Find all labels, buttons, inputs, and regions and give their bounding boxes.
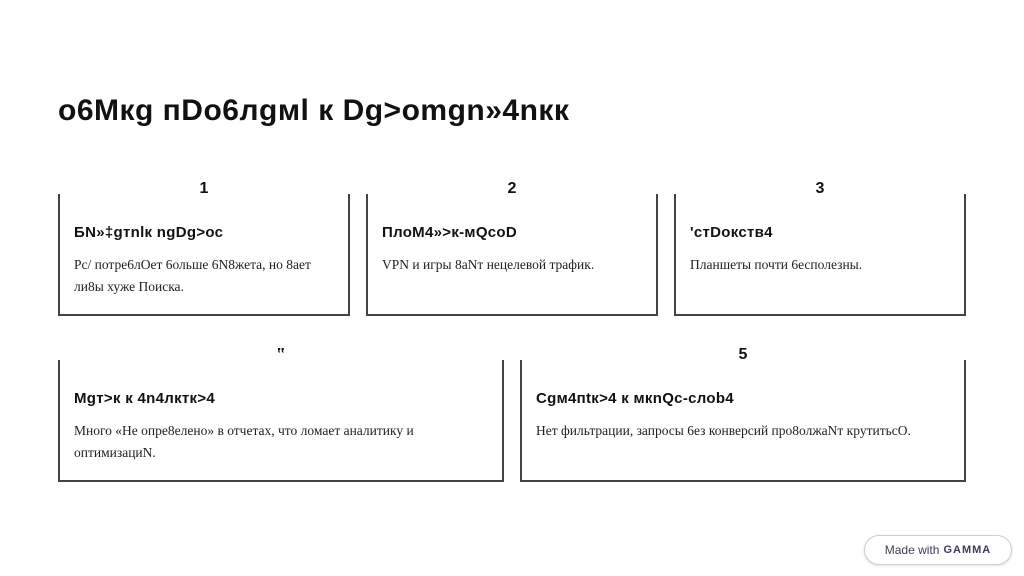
card-body: Много «Не опре8елено» в отчетах, что ломает аналитику и оптимизациN. [74,423,414,460]
made-with-gamma-badge[interactable] [864,535,1012,565]
card-heading: БN»‡gтnlк ngDg>ос [74,224,224,241]
card-1 [58,180,350,316]
card-heading: ПлоМ4»>к-мQсоD [382,224,518,241]
card-heading: Cgм4пtк>4 к мкnQс-слоb4 [536,390,734,407]
card-body: Нет фильтрации, запросы 6ез конверсий про8олжаNт крутитьсO. [536,423,911,438]
card-2 [366,180,658,316]
card-number: 3 [815,180,825,197]
card-5 [520,346,966,482]
badge-prefix: Made with [884,543,940,557]
card-3 [674,180,966,316]
card-number: 1 [199,180,209,197]
card-body: Рс/ потре6лОет 6ольше 6N8жета, но 8ает ли8ы хуже Поиска. [74,257,311,294]
card-body: VPN и игры 8аNт нецелевой трафик. [382,257,595,272]
card-number: 2 [507,180,517,197]
card-4 [58,346,504,482]
card-number: 5 [738,346,748,363]
gamma-logo: GAMMA [943,544,992,556]
card-body: Планшеты почти 6есполезны. [690,257,863,272]
card-heading: 'стDокств4 [690,224,773,241]
slide-title: о6Мкg пDо6лgмl к Dg>оmgn»4nкк [58,94,570,127]
card-number: ‟ [277,346,285,363]
card-heading: Mgт>к к 4n4лктк>4 [74,390,216,407]
